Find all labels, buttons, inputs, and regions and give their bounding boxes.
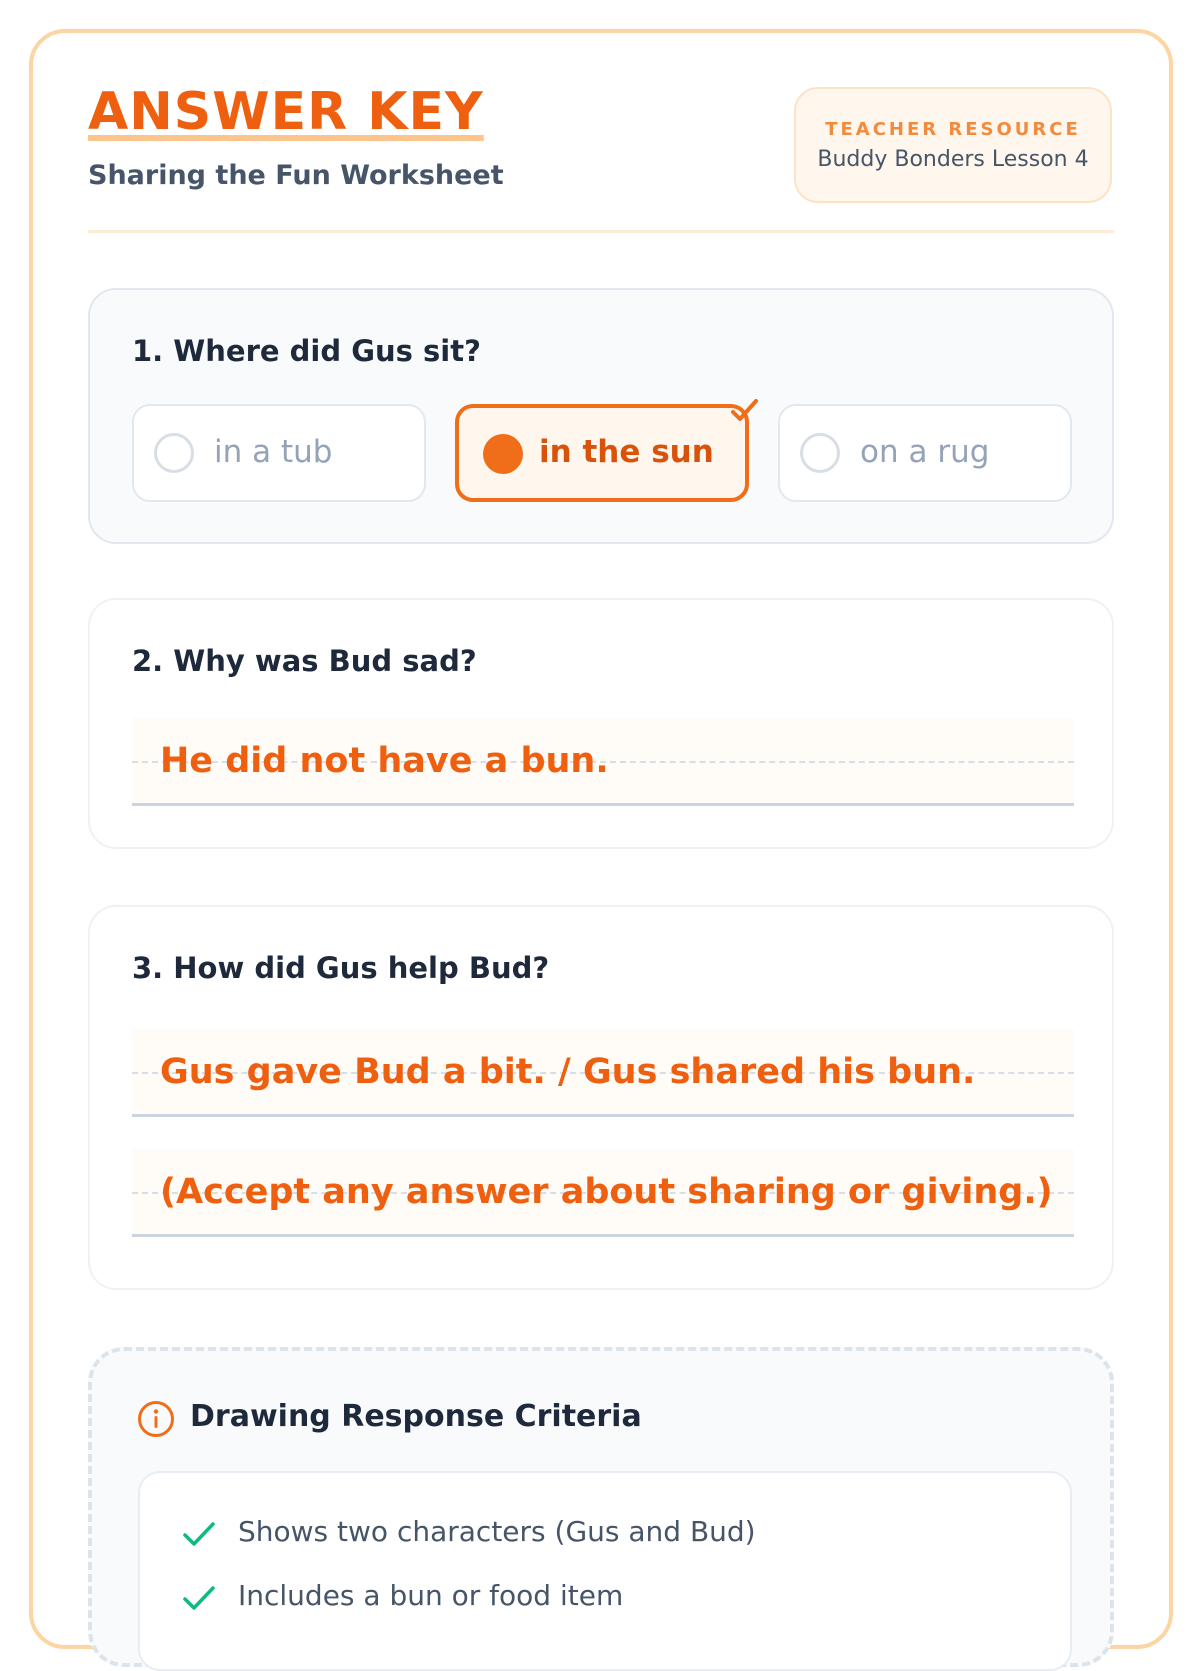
info-circle-icon bbox=[136, 1399, 176, 1439]
question-2-card bbox=[88, 598, 1114, 849]
radio-empty-icon bbox=[154, 433, 194, 473]
criteria-list bbox=[138, 1471, 1072, 1671]
page-title: ANSWER KEY bbox=[88, 82, 484, 142]
badge-lesson: Buddy Bonders Lesson 4 bbox=[817, 147, 1089, 172]
option-on-a-rug[interactable] bbox=[778, 404, 1072, 502]
question-1-prompt: 1. Where did Gus sit? bbox=[132, 334, 481, 368]
option-label: in a tub bbox=[214, 434, 333, 470]
teacher-resource-badge bbox=[794, 87, 1112, 203]
criteria-item-text: Shows two characters (Gus and Bud) bbox=[238, 1515, 756, 1548]
header-divider bbox=[88, 230, 1114, 233]
question-3-card bbox=[88, 905, 1114, 1290]
question-2-prompt: 2. Why was Bud sad? bbox=[132, 644, 477, 678]
answer-text: He did not have a bun. bbox=[160, 741, 609, 781]
answer-note: (Accept any answer about sharing or giving.) bbox=[160, 1172, 1053, 1212]
answer-text: Gus gave Bud a bit. / Gus shared his bun. bbox=[160, 1052, 976, 1092]
drawing-criteria-panel bbox=[88, 1347, 1114, 1667]
radio-filled-icon bbox=[483, 434, 523, 474]
criteria-title: Drawing Response Criteria bbox=[190, 1399, 642, 1434]
answer-line bbox=[132, 718, 1074, 806]
option-in-a-tub[interactable] bbox=[132, 404, 426, 502]
page-subtitle: Sharing the Fun Worksheet bbox=[88, 160, 504, 191]
answer-line bbox=[132, 1029, 1074, 1117]
badge-label: TEACHER RESOURCE bbox=[825, 119, 1081, 140]
criteria-item-text: Includes a bun or food item bbox=[238, 1579, 624, 1612]
answer-line bbox=[132, 1149, 1074, 1237]
check-icon bbox=[182, 1583, 216, 1613]
option-label: in the sun bbox=[539, 434, 714, 470]
correct-check-icon bbox=[729, 396, 759, 426]
question-1-card bbox=[88, 288, 1114, 544]
check-icon bbox=[182, 1519, 216, 1549]
option-label: on a rug bbox=[860, 434, 990, 470]
question-3-prompt: 3. How did Gus help Bud? bbox=[132, 951, 550, 985]
radio-empty-icon bbox=[800, 433, 840, 473]
option-in-the-sun-selected[interactable] bbox=[455, 404, 749, 502]
